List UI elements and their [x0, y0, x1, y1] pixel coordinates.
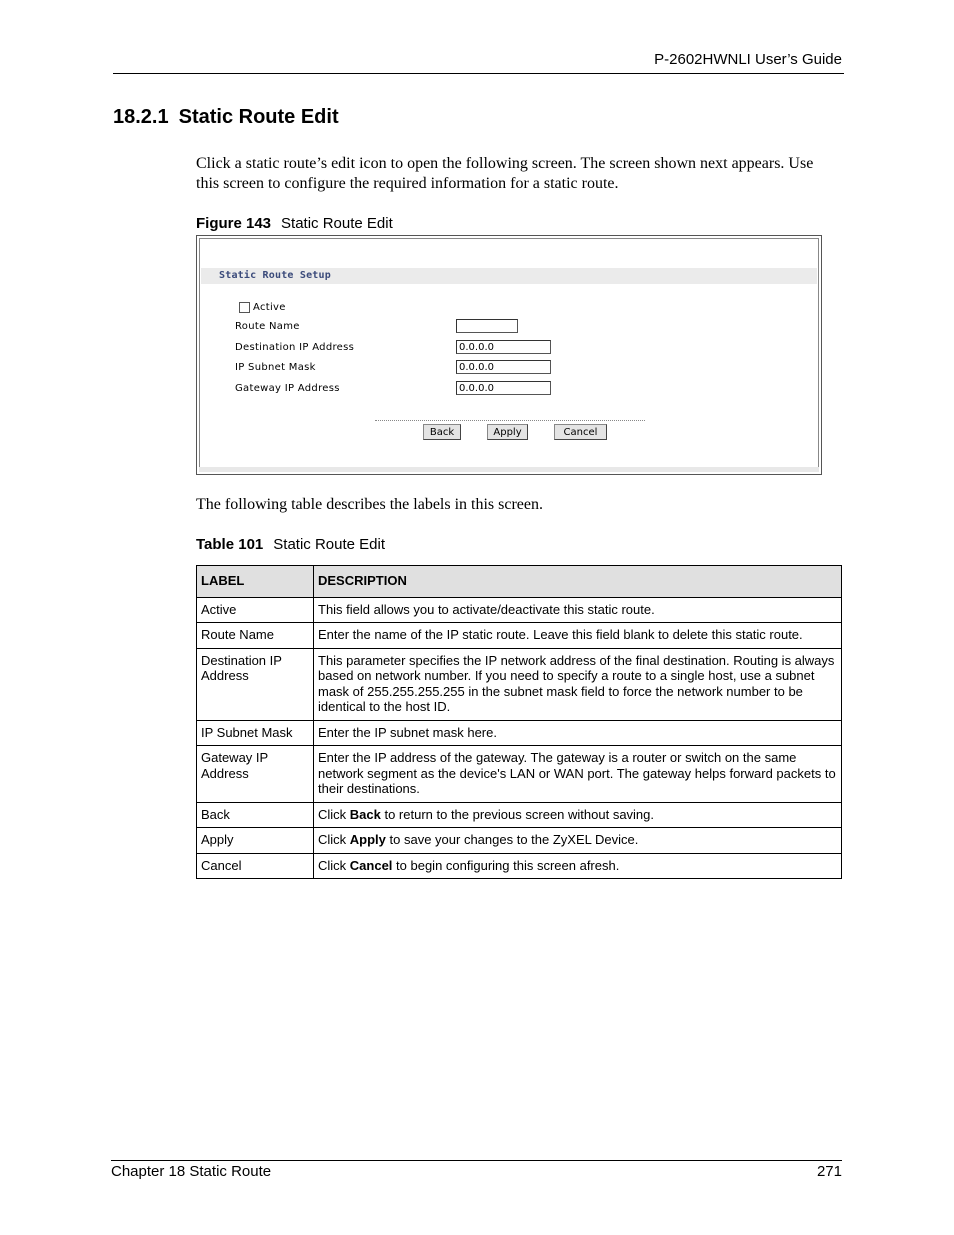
table-row [197, 597, 842, 623]
route-name-input[interactable] [456, 319, 518, 333]
description-text: Enter the IP subnet mask here. [318, 724, 497, 740]
back-button[interactable]: Back [423, 424, 461, 440]
row-label: Cancel [197, 853, 314, 879]
table-row [197, 648, 842, 720]
button-divider [375, 420, 645, 421]
description-text: Click [318, 857, 350, 873]
dest-ip-label: Destination IP Address [235, 342, 355, 353]
table-row [197, 853, 842, 879]
description-text: Click [318, 832, 350, 847]
description-text: to begin configuring this screen afresh. [392, 857, 620, 873]
figure-caption-label: Figure 143 [196, 215, 272, 232]
row-description [314, 746, 842, 803]
table-row [197, 720, 842, 746]
dest-ip-input[interactable]: 0.0.0.0 [456, 340, 551, 354]
route-name-label: Route Name [235, 321, 300, 332]
cancel-button[interactable]: Cancel [554, 424, 607, 440]
row-label: Active [197, 597, 314, 623]
table-intro-paragraph: The following table describes the labels in this screen. [196, 496, 544, 513]
table-row [197, 746, 842, 803]
active-checkbox[interactable] [239, 302, 250, 313]
row-description [314, 597, 842, 623]
row-label: IP Subnet Mask [197, 720, 314, 746]
description-text: Enter the IP address of the gateway. The gateway is a router or switch on the same network segment as the device's LAN or WAN port. The gateway helps forward packets to their destinations. [318, 750, 836, 796]
figure-screenshot [196, 235, 822, 475]
intro-paragraph: Click a static route’s edit icon to open the following screen. The screen shown next appears. Use this screen to configure the required information for a static route. [196, 155, 814, 192]
description-keyword: Back [349, 806, 381, 822]
table-row [197, 828, 842, 854]
description-text: to save your changes to the ZyXEL Device. [385, 832, 639, 847]
table-caption-text: Static Route Edit [273, 536, 385, 553]
description-keyword: Apply [349, 832, 386, 847]
description-text: This parameter specifies the IP network address of the final destination. Routing is always based on network number. If you need to specify a route to a single host, use a subnet mask of 255.255.255.255 in the subnet mask field to force the network number to be identical to the host ID. [318, 652, 835, 714]
row-description [314, 648, 842, 720]
table-caption [196, 536, 385, 553]
description-table [196, 565, 842, 879]
description-column-header: DESCRIPTION [314, 566, 842, 598]
header-rule [113, 73, 844, 74]
footer-rule [111, 1160, 842, 1161]
figure-caption [196, 215, 393, 232]
row-label: Apply [197, 828, 314, 854]
description-text: Click [318, 806, 350, 822]
footer-chapter: Chapter 18 Static Route [111, 1163, 272, 1180]
row-description [314, 828, 842, 854]
description-text: Enter the name of the IP static route. Leave this field blank to delete this static route. [318, 627, 803, 642]
active-label: Active [253, 302, 286, 313]
table-row [197, 623, 842, 649]
apply-button[interactable]: Apply [487, 424, 528, 440]
row-label: Destination IP Address [197, 648, 314, 720]
row-description [314, 720, 842, 746]
page-number: 271 [816, 1163, 842, 1180]
setup-title: Static Route Setup [219, 270, 331, 281]
subnet-mask-input[interactable]: 0.0.0.0 [456, 360, 551, 374]
running-header: P-2602HWNLI User’s Guide [654, 51, 842, 68]
table-row [197, 802, 842, 828]
section-heading [113, 106, 339, 129]
description-text: to return to the previous screen without saving. [380, 806, 655, 822]
figure-caption-text: Static Route Edit [281, 215, 393, 232]
description-keyword: Cancel [349, 857, 393, 873]
section-number: 18.2.1 [113, 106, 169, 128]
row-description [314, 853, 842, 879]
table-body [197, 597, 842, 879]
figure-bottom-edge [199, 467, 819, 472]
section-title: Static Route Edit [178, 106, 339, 128]
row-description [314, 623, 842, 649]
table-caption-label: Table 101 [196, 536, 264, 553]
description-text: This field allows you to activate/deactivate this static route. [318, 601, 655, 617]
subnet-mask-label: IP Subnet Mask [235, 362, 316, 373]
gateway-ip-input[interactable]: 0.0.0.0 [456, 381, 551, 395]
table-header-row [197, 566, 842, 598]
row-label: Route Name [197, 623, 314, 649]
row-label: Back [197, 802, 314, 828]
label-column-header: LABEL [197, 566, 314, 598]
gateway-ip-label: Gateway IP Address [235, 383, 340, 394]
row-label: Gateway IP Address [197, 746, 314, 803]
row-description [314, 802, 842, 828]
